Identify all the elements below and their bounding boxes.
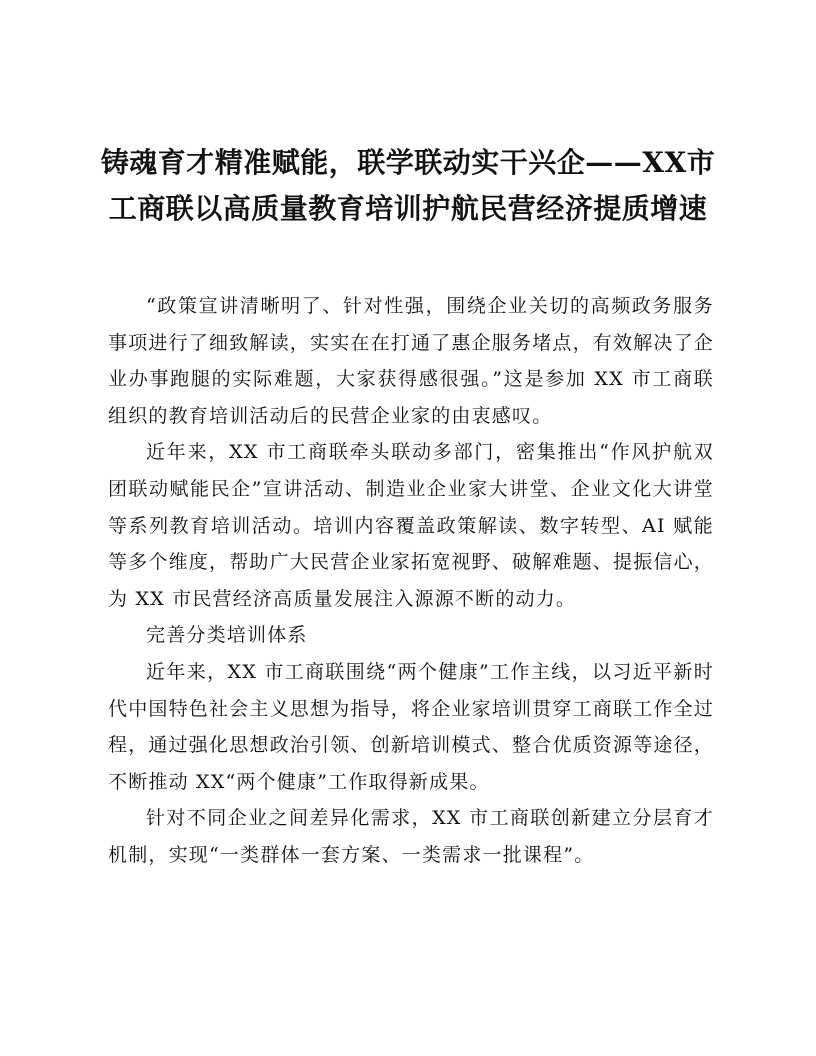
paragraph-overview: 近年来，XX 市工商联牵头联动多部门，密集推出“作风护航双团联动赋能民企”宣讲活动、制造业企业家大讲堂、企业文化大讲堂等系列教育培训活动。培训内容覆盖政策解读、数字转型、AI 赋能等多个维度，帮助广大民营企业家拓宽视野、破解难题、提振信心，为 XX 市民营经济高质量发展注入源源不断的动力。 (108, 441, 715, 610)
paragraph-quote: “政策宣讲清晰明了、针对性强，围绕企业关切的高频政务服务事项进行了细致解读，实实在在打通了惠企服务堵点，有效解决了企业办事跑腿的实际难题，大家获得感很强。”这是参加 XX 市工商联组织的教育培训活动后的民营企业家的由衷感叹。 (108, 295, 715, 427)
paragraph-tiered-training: 针对不同企业之间差异化需求，XX 市工商联创新建立分层育才机制，实现“一类群体一套方案、一类需求一批课程”。 (108, 807, 714, 866)
paragraph-two-healthy: 近年来，XX 市工商联围绕“两个健康”工作主线，以习近平新时代中国特色社会主义思想为指导，将企业家培训贯穿工商联工作全过程，通过强化思想政治引领、创新培训模式、整合优质资源等途径，不断推动 XX“两个健康”工作取得新成果。 (108, 660, 715, 793)
document-title: 铸魂育才精准赋能，联学联动实干兴企——XX市工商联以高质量教育培训护航民营经济提质增速 (100, 146, 716, 225)
section-heading: 完善分类培训体系 (146, 624, 308, 647)
document-body (108, 288, 714, 874)
